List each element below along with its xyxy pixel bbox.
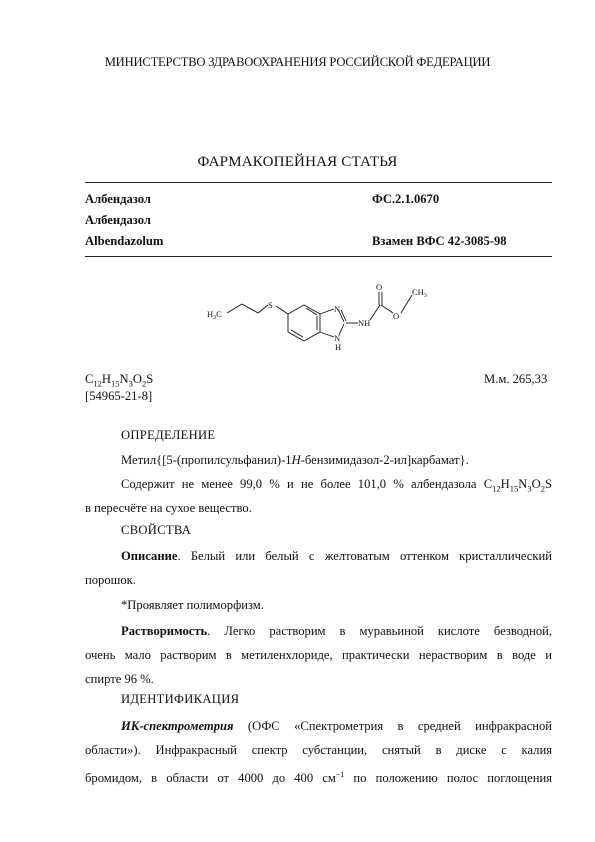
name-russian-2: Албендазол <box>85 213 151 227</box>
structural-formula <box>200 278 440 358</box>
top-rule <box>85 182 552 183</box>
description-line-1: Описание. Белый или белый с желтоватым оттенком кристаллический <box>121 549 552 563</box>
atom-nh: NH <box>358 318 371 328</box>
document-title: ФАРМАКОПЕЙНАЯ СТАТЬЯ <box>197 154 398 170</box>
content-line-2: в пересчёте на сухое вещество. <box>85 501 252 515</box>
ministry-title: МИНИСТЕРСТВО ЗДРАВООХРАНЕНИЯ РОССИЙСКОЙ ФЕДЕРАЦИИ <box>104 55 491 69</box>
atom-h-bottom: H <box>335 342 342 352</box>
replaces-reference: Взамен ВФС 42-3085-98 <box>372 234 507 248</box>
solubility-line-1: Растворимость. Легко растворим в муравьиной кислоте безводной, <box>121 624 552 638</box>
section-identification: ИДЕНТИФИКАЦИЯ <box>121 692 240 706</box>
molecular-formula: $C_{12}H_{15}N_3O_2S$ <box>85 372 154 389</box>
name-latin: Albendazolum <box>85 234 164 248</box>
solubility-line-2: очень мало растворим в метиленхлориде, практически нерастворим в воде и <box>85 648 552 662</box>
molecular-mass: М.м. 265,33 <box>484 372 548 386</box>
content-line-1: Содержит не менее 99,0 % и не более 101,0 % албендазола $C_{12}H_{15}N_3O_2S$ <box>121 477 552 494</box>
atom-h3c: $H_3C$ <box>207 309 222 321</box>
solubility-line-3: спирте 96 %. <box>85 672 154 686</box>
atom-o-ester: O <box>393 311 400 321</box>
atom-ch3-right: $CH_3$ <box>412 287 427 299</box>
section-definition: ОПРЕДЕЛЕНИЕ <box>121 428 216 442</box>
ir-line-1: ИК-спектрометрия (ОФС «Спектрометрия в средней инфракрасной <box>121 719 552 733</box>
chemical-name: Метил{[5-(пропилсульфанил)-1H-бензимидазол-2-ил]карбамат}. <box>121 453 469 467</box>
atom-n-top: N <box>334 304 341 314</box>
article-code: ФС.2.1.0670 <box>372 192 440 206</box>
atom-s: S <box>268 300 273 310</box>
name-russian-1: Албендазол <box>85 192 151 206</box>
cas-number: [54965-21-8] <box>85 389 153 403</box>
section-properties: СВОЙСТВА <box>121 523 192 537</box>
header-bottom-rule <box>85 256 552 257</box>
polymorphism-note: *Проявляет полиморфизм. <box>121 598 264 612</box>
atom-n-bottom: N <box>334 333 341 343</box>
ir-line-2: области»). Инфракрасный спектр субстанции, снятый в диске с калия <box>85 743 552 757</box>
ir-line-3: бромидом, в области от 4000 до 400 $см^{-1}$ по положению полос поглощения <box>85 770 552 786</box>
atom-o-carbonyl: O <box>376 282 383 292</box>
description-line-2: порошок. <box>85 573 136 587</box>
